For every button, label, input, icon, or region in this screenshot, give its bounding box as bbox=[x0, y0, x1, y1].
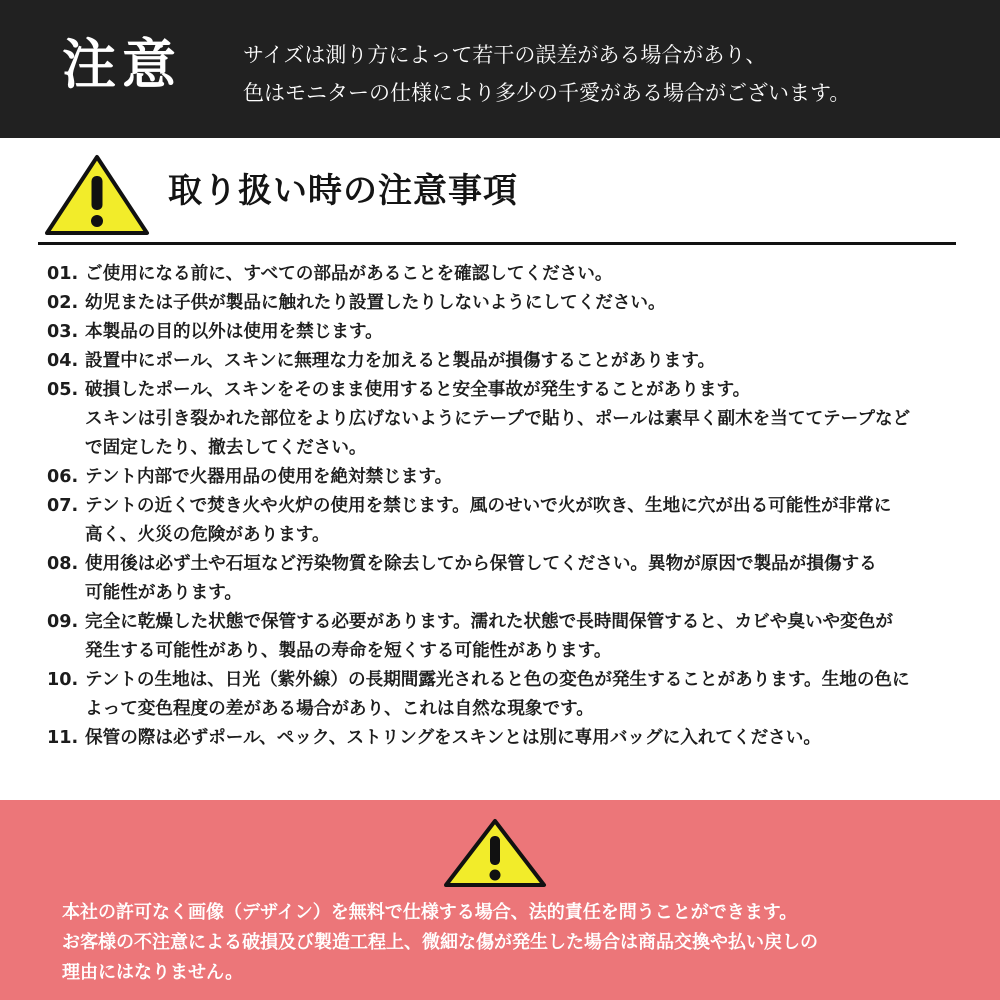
notice-line: 色はモニターの仕様により多少の千愛がある場合がございます。 bbox=[243, 81, 851, 105]
item-text: よって変色程度の差がある場合があり、これは自然な現象です。 bbox=[85, 699, 594, 719]
item-text: テントの近くで焚き火や火炉の使用を禁じます。風のせいで火が吹き、生地に穴が出る可能性が非常に bbox=[85, 496, 892, 516]
list-item bbox=[47, 666, 977, 724]
item-number: 01. bbox=[47, 264, 79, 284]
list-item bbox=[47, 550, 977, 608]
item-text: スキンは引き裂かれた部位をより広げないようにテープで貼り、ポールは素早く副木を当ててテープなど bbox=[85, 409, 911, 429]
item-text: 幼児または子供が製品に触れたり設置したりしないようにしてください。 bbox=[85, 293, 666, 313]
list-item bbox=[47, 492, 977, 550]
copyright-warning-panel bbox=[0, 800, 1000, 1000]
item-number: 05. bbox=[47, 380, 79, 400]
item-number: 04. bbox=[47, 351, 79, 371]
item-text: 破損したポール、スキンをそのまま使用すると安全事故が発生することがあります。 bbox=[85, 380, 751, 400]
warning-triangle-icon bbox=[443, 818, 547, 888]
list-item bbox=[47, 724, 977, 753]
item-text: 保管の際は必ずポール、ペック、ストリングをスキンとは別に専用バッグに入れてください。 bbox=[85, 728, 821, 748]
item-number: 03. bbox=[47, 322, 79, 342]
item-number: 11. bbox=[47, 728, 79, 748]
item-number: 06. bbox=[47, 467, 79, 487]
item-text: 発生する可能性があり、製品の寿命を短くする可能性があります。 bbox=[85, 641, 612, 661]
item-number: 02. bbox=[47, 293, 79, 313]
list-item bbox=[47, 376, 977, 463]
notice-text bbox=[243, 36, 850, 112]
item-text: で固定したり、撤去してください。 bbox=[85, 438, 367, 458]
item-number: 10. bbox=[47, 670, 79, 690]
caution-section-header bbox=[0, 150, 1000, 250]
warning-line: お客様の不注意による破損及び製造工程上、微細な傷が発生した場合は商品交換や払い戻しの bbox=[62, 932, 818, 953]
item-number: 07. bbox=[47, 496, 79, 516]
notice-line: サイズは測り方によって若干の誤差がある場合があり、 bbox=[243, 43, 767, 67]
notice-label: 注意 bbox=[62, 33, 182, 96]
notice-banner bbox=[0, 0, 1000, 138]
list-item bbox=[47, 347, 977, 376]
item-text: ご使用になる前に、すべての部品があることを確認してください。 bbox=[85, 264, 613, 284]
list-item bbox=[47, 260, 977, 289]
item-number: 09. bbox=[47, 612, 79, 632]
list-item bbox=[47, 463, 977, 492]
list-item bbox=[47, 318, 977, 347]
caution-list bbox=[47, 260, 977, 753]
section-divider bbox=[38, 242, 956, 245]
list-item bbox=[47, 289, 977, 318]
item-text: テント内部で火器用品の使用を絶対禁じます。 bbox=[85, 467, 453, 487]
section-title: 取り扱い時の注意事項 bbox=[168, 171, 518, 211]
item-text: 設置中にポール、スキンに無理な力を加えると製品が損傷することがあります。 bbox=[85, 351, 716, 371]
warning-text bbox=[62, 898, 818, 988]
item-text: 完全に乾燥した状態で保管する必要があります。濡れた状態で長時間保管すると、カビや臭いや変色が bbox=[85, 612, 893, 632]
item-number: 08. bbox=[47, 554, 79, 574]
list-item bbox=[47, 608, 977, 666]
item-text: 本製品の目的以外は使用を禁じます。 bbox=[85, 322, 383, 342]
warning-line: 理由にはなりません。 bbox=[62, 962, 244, 983]
item-text: テントの生地は、日光（紫外線）の長期間露光されると色の変色が発生することがあります。生地の色に bbox=[85, 670, 910, 690]
item-text: 可能性があります。 bbox=[85, 583, 242, 603]
warning-triangle-icon bbox=[44, 154, 150, 236]
item-text: 高く、火災の危険があります。 bbox=[85, 525, 330, 545]
item-text: 使用後は必ず土や石垣など汚染物質を除去してから保管してください。異物が原因で製品が損傷する bbox=[85, 554, 877, 574]
warning-line: 本社の許可なく画像（デザイン）を無料で仕様する場合、法的責任を問うことができます。 bbox=[62, 902, 798, 923]
